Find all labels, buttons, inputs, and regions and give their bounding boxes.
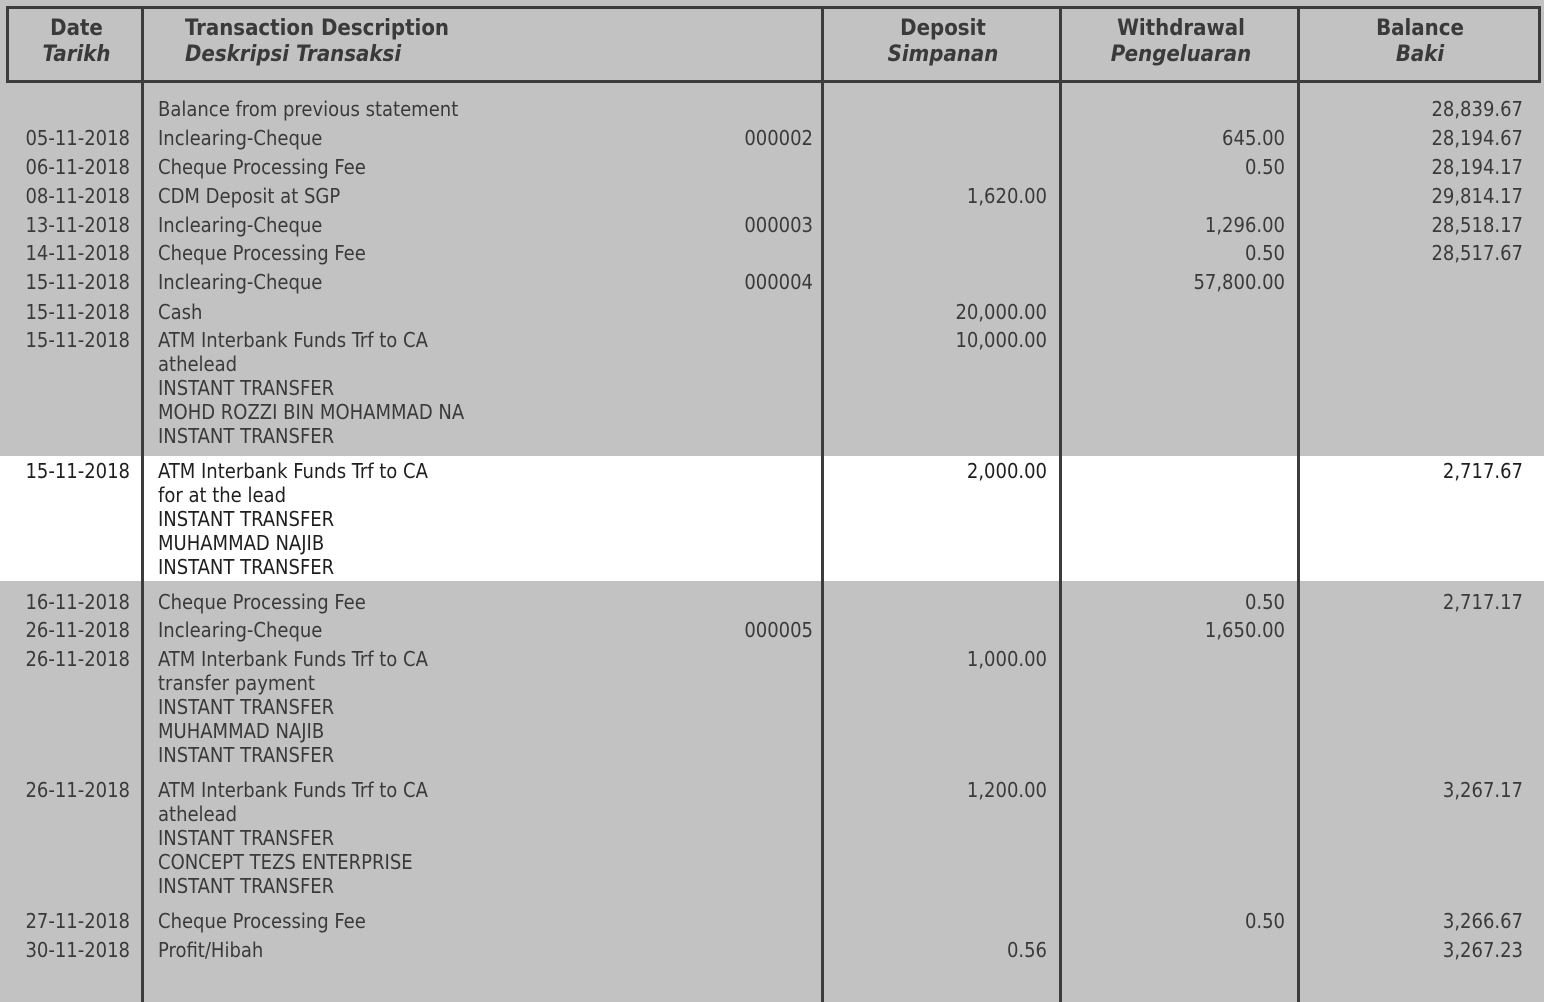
row-balance: 28,839.67 [1431,97,1523,121]
row-balance: 2,717.67 [1442,459,1523,483]
description-line: ATM Interbank Funds Trf to CA [158,647,428,671]
row-description [158,328,758,448]
row-cheque-number: 000003 [744,213,813,237]
row-description [158,155,758,179]
description-line: athelead [158,802,238,826]
row-description [158,590,758,614]
left-border [6,6,9,83]
row-description [158,459,758,579]
description-line: Cheque Processing Fee [158,155,366,179]
description-line: MUHAMMAD NAJIB [158,531,325,555]
description-line: Cheque Processing Fee [158,590,366,614]
description-line: Inclearing-Cheque [158,270,323,294]
row-description [158,778,758,898]
row-description [158,647,758,767]
row-withdrawal: 57,800.00 [1193,270,1285,294]
row-date: 15-11-2018 [25,270,130,294]
row-cheque-number: 000004 [744,270,813,294]
column-divider-3 [1059,6,1062,1002]
row-withdrawal: 0.50 [1244,590,1285,614]
row-description [158,618,758,642]
header-balance: Balance Baki [1376,16,1464,67]
description-line: Inclearing-Cheque [158,618,323,642]
row-balance: 28,194.17 [1431,155,1523,179]
row-date: 15-11-2018 [25,459,130,483]
description-line: CONCEPT TEZS ENTERPRISE [158,850,413,874]
row-description [158,126,758,150]
description-line: INSTANT TRANSFER [158,826,335,850]
row-balance: 3,267.23 [1442,938,1523,962]
row-date: 06-11-2018 [25,155,130,179]
header-withdrawal: Withdrawal Pengeluaran [1110,16,1252,67]
header-date: Date Tarikh [42,16,111,67]
column-divider-1 [141,6,144,1002]
column-divider-4 [1297,6,1300,1002]
row-date: 15-11-2018 [25,300,130,324]
row-withdrawal: 0.50 [1244,909,1285,933]
description-line: Inclearing-Cheque [158,213,323,237]
row-cheque-number: 000005 [744,618,813,642]
row-balance: 29,814.17 [1431,184,1523,208]
description-line: ATM Interbank Funds Trf to CA [158,328,428,352]
row-description [158,97,758,121]
row-withdrawal: 1,650.00 [1204,618,1285,642]
description-line: athelead [158,352,238,376]
row-date: 26-11-2018 [25,618,130,642]
row-date: 15-11-2018 [25,328,130,352]
description-line: CDM Deposit at SGP [158,184,341,208]
column-divider-2 [821,6,824,1002]
row-deposit: 20,000.00 [955,300,1047,324]
description-line: MOHD ROZZI BIN MOHAMMAD NA [158,400,465,424]
row-deposit: 1,000.00 [966,647,1047,671]
description-line: INSTANT TRANSFER [158,507,335,531]
row-date: 14-11-2018 [25,241,130,265]
right-border [1538,6,1541,83]
header-description: Transaction Description Deskripsi Transaksi [185,16,450,67]
header-bottom-rule [6,80,1541,83]
row-date: 13-11-2018 [25,213,130,237]
row-date: 26-11-2018 [25,778,130,802]
row-description [158,270,758,294]
description-line: INSTANT TRANSFER [158,376,335,400]
description-line: INSTANT TRANSFER [158,743,335,767]
description-line: Balance from previous statement [158,97,459,121]
row-description [158,184,758,208]
row-withdrawal: 0.50 [1244,241,1285,265]
row-date: 05-11-2018 [25,126,130,150]
row-cheque-number: 000002 [744,126,813,150]
header-deposit: Deposit Simpanan [887,16,999,67]
description-line: Profit/Hibah [158,938,264,962]
description-line: MUHAMMAD NAJIB [158,719,325,743]
row-date: 27-11-2018 [25,909,130,933]
row-balance: 2,717.17 [1442,590,1523,614]
description-line: Cheque Processing Fee [158,909,366,933]
description-line: Cash [158,300,203,324]
row-description [158,300,758,324]
row-description [158,241,758,265]
row-date: 26-11-2018 [25,647,130,671]
row-balance: 28,194.67 [1431,126,1523,150]
description-line: INSTANT TRANSFER [158,695,335,719]
description-line: INSTANT TRANSFER [158,555,335,579]
row-date: 08-11-2018 [25,184,130,208]
row-deposit: 1,200.00 [966,778,1047,802]
row-description [158,938,758,962]
row-balance: 3,266.67 [1442,909,1523,933]
row-date: 16-11-2018 [25,590,130,614]
description-line: ATM Interbank Funds Trf to CA [158,459,428,483]
table-top-rule [6,6,1541,9]
description-line: INSTANT TRANSFER [158,424,335,448]
description-line: ATM Interbank Funds Trf to CA [158,778,428,802]
row-balance: 28,518.17 [1431,213,1523,237]
row-balance: 28,517.67 [1431,241,1523,265]
row-deposit: 10,000.00 [955,328,1047,352]
row-deposit: 2,000.00 [966,459,1047,483]
row-description [158,909,758,933]
description-line: Inclearing-Cheque [158,126,323,150]
row-withdrawal: 1,296.00 [1204,213,1285,237]
row-date: 30-11-2018 [25,938,130,962]
row-description [158,213,758,237]
description-line: INSTANT TRANSFER [158,874,335,898]
row-balance: 3,267.17 [1442,778,1523,802]
description-line: Cheque Processing Fee [158,241,366,265]
description-line: for at the lead [158,483,286,507]
description-line: transfer payment [158,671,315,695]
row-deposit: 0.56 [1006,938,1047,962]
row-deposit: 1,620.00 [966,184,1047,208]
row-withdrawal: 0.50 [1244,155,1285,179]
row-withdrawal: 645.00 [1222,126,1285,150]
